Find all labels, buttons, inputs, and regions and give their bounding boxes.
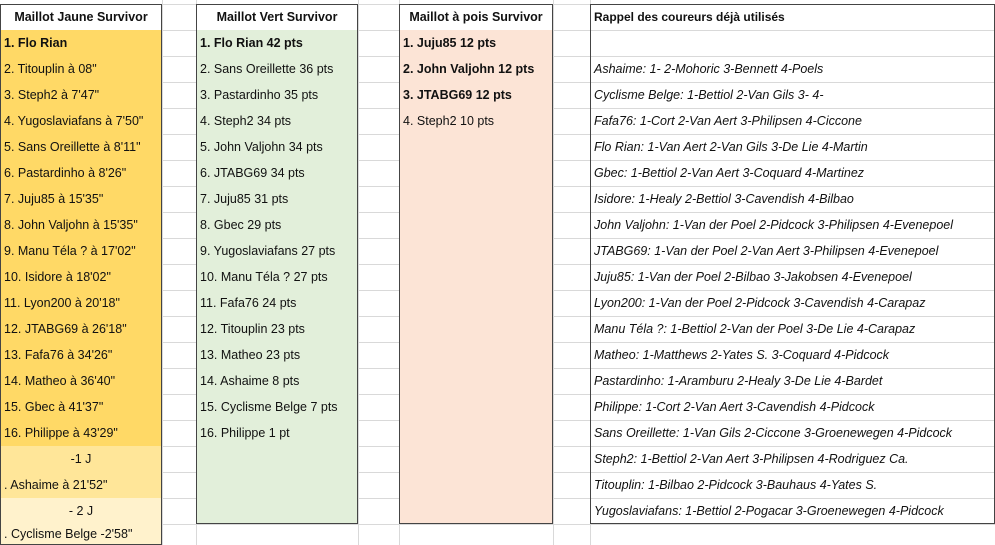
vert-row[interactable]: 16. Philippe 1 pt [200, 426, 290, 440]
rappel-row[interactable]: Cyclisme Belge: 1-Bettiol 2-Van Gils 3- 4- [594, 88, 824, 102]
vert-row[interactable]: 1. Flo Rian 42 pts [200, 36, 303, 50]
pois-row[interactable]: 3. JTABG69 12 pts [403, 88, 512, 102]
rappel-row[interactable]: Matheo: 1-Matthews 2-Yates S. 3-Coquard 4-Pidcock [594, 348, 890, 362]
rappel-row[interactable]: Lyon200: 1-Van der Poel 2-Pidcock 3-Cavendish 4-Carapaz [594, 296, 926, 310]
jaune-row[interactable]: 1. Flo Rian [4, 36, 68, 50]
grid-col-line [358, 0, 359, 545]
rappel-row[interactable]: Gbec: 1-Bettiol 2-Van Aert 3-Coquard 4-Martinez [594, 166, 865, 180]
maillot-jaune-header[interactable]: Maillot Jaune Survivor [0, 4, 162, 30]
rappel-row[interactable]: Sans Oreillette: 1-Van Gils 2-Ciccone 3-Groenewegen 4-Pidcock [594, 426, 953, 440]
vert-row[interactable]: 5. John Valjohn 34 pts [200, 140, 323, 154]
jaune-row[interactable]: 16. Philippe à 43'29" [4, 426, 118, 440]
jaune-row[interactable]: 13. Fafa76 à 34'26" [4, 348, 113, 362]
pois-row[interactable]: 4. Steph2 10 pts [403, 114, 495, 128]
rappel-row[interactable]: Manu Téla ?: 1-Bettiol 2-Van der Poel 3-De Lie 4-Carapaz [594, 322, 916, 336]
vert-row[interactable]: 8. Gbec 29 pts [200, 218, 282, 232]
rappel-row[interactable]: John Valjohn: 1-Van der Poel 2-Pidcock 3-Philipsen 4-Evenepoel [594, 218, 954, 232]
maillot-vert-header[interactable]: Maillot Vert Survivor [196, 4, 358, 30]
jaune-row[interactable]: 2. Titouplin à 08" [4, 62, 97, 76]
jaune-row[interactable]: 14. Matheo à 36'40" [4, 374, 116, 388]
vert-row[interactable]: 14. Ashaime 8 pts [200, 374, 300, 388]
jaune-row[interactable]: 6. Pastardinho à 8'26" [4, 166, 127, 180]
maillot-pois-header[interactable]: Maillot à pois Survivor [399, 4, 553, 30]
rappel-row[interactable]: Isidore: 1-Healy 2-Bettiol 3-Cavendish 4-Bilbao [594, 192, 854, 206]
pois-row[interactable]: 2. John Valjohn 12 pts [403, 62, 535, 76]
vert-row[interactable]: 3. Pastardinho 35 pts [200, 88, 319, 102]
jaune-row[interactable]: 15. Gbec à 41'37" [4, 400, 104, 414]
maillot-vert-column [196, 4, 358, 524]
rappel-row[interactable]: Philippe: 1-Cort 2-Van Aert 3-Cavendish 4-Pidcock [594, 400, 875, 414]
maillot-vert-border [196, 4, 358, 524]
rappel-row[interactable]: Yugoslaviafans: 1-Bettiol 2-Pogacar 3-Groenewegen 4-Pidcock [594, 504, 944, 518]
vert-row[interactable]: 6. JTABG69 34 pts [200, 166, 305, 180]
vert-row[interactable]: 9. Yugoslaviafans 27 pts [200, 244, 336, 258]
maillot-pois-column [399, 4, 553, 524]
jaune-row[interactable]: 10. Isidore à 18'02" [4, 270, 111, 284]
maillot-pois-border [399, 4, 553, 524]
maillot-jaune-border [0, 4, 162, 545]
grid-col-line [553, 0, 554, 545]
vert-row[interactable]: 2. Sans Oreillette 36 pts [200, 62, 334, 76]
vert-row[interactable]: 10. Manu Téla ? 27 pts [200, 270, 328, 284]
pois-row[interactable]: 1. Juju85 12 pts [403, 36, 497, 50]
jaune-row[interactable]: 8. John Valjohn à 15'35" [4, 218, 138, 232]
vert-row[interactable]: 4. Steph2 34 pts [200, 114, 292, 128]
grid-col-line [162, 0, 163, 545]
rappel-row[interactable]: Ashaime: 1- 2-Mohoric 3-Bennett 4-Poels [594, 62, 824, 76]
minus2-label[interactable]: - 2 J [68, 504, 94, 518]
jaune-row[interactable]: 4. Yugoslaviafans à 7'50" [4, 114, 144, 128]
maillot-jaune-column [0, 4, 162, 545]
vert-row[interactable]: 15. Cyclisme Belge 7 pts [200, 400, 338, 414]
jaune-row[interactable]: 5. Sans Oreillette à 8'11" [4, 140, 141, 154]
jaune-row[interactable]: 11. Lyon200 à 20'18" [4, 296, 120, 310]
minus1-label[interactable]: -1 J [70, 452, 92, 466]
rappel-row[interactable]: Flo Rian: 1-Van Aert 2-Van Gils 3-De Lie 4-Martin [594, 140, 868, 154]
minus1-entry[interactable]: . Ashaime à 21'52" [4, 478, 108, 492]
rappel-row[interactable]: Fafa76: 1-Cort 2-Van Aert 3-Philipsen 4-Ciccone [594, 114, 862, 128]
rappel-row[interactable]: Steph2: 1-Bettiol 2-Van Aert 3-Philipsen 4-Rodriguez Ca. [594, 452, 909, 466]
vert-row[interactable]: 11. Fafa76 24 pts [200, 296, 297, 310]
rappel-row[interactable]: Pastardinho: 1-Aramburu 2-Healy 3-De Lie 4-Bardet [594, 374, 883, 388]
rappel-row[interactable]: JTABG69: 1-Van der Poel 2-Van Aert 3-Philipsen 4-Evenepoel [594, 244, 939, 258]
vert-row[interactable]: 7. Juju85 31 pts [200, 192, 289, 206]
rappel-border [590, 4, 995, 524]
rappel-header[interactable]: Rappel des coureurs déjà utilisés [594, 10, 785, 24]
minus2-entry[interactable]: . Cyclisme Belge -2'58" [4, 527, 133, 541]
vert-row[interactable]: 12. Titouplin 23 pts [200, 322, 305, 336]
rappel-column [590, 4, 995, 524]
jaune-row[interactable]: 9. Manu Téla ? à 17'02" [4, 244, 136, 258]
rappel-row[interactable]: Juju85: 1-Van der Poel 2-Bilbao 3-Jakobsen 4-Evenepoel [594, 270, 912, 284]
jaune-row[interactable]: 3. Steph2 à 7'47" [4, 88, 100, 102]
vert-row[interactable]: 13. Matheo 23 pts [200, 348, 301, 362]
jaune-row[interactable]: 7. Juju85 à 15'35" [4, 192, 104, 206]
jaune-row[interactable]: 12. JTABG69 à 26'18" [4, 322, 127, 336]
rappel-row[interactable]: Titouplin: 1-Bilbao 2-Pidcock 3-Bauhaus 4-Yates S. [594, 478, 878, 492]
